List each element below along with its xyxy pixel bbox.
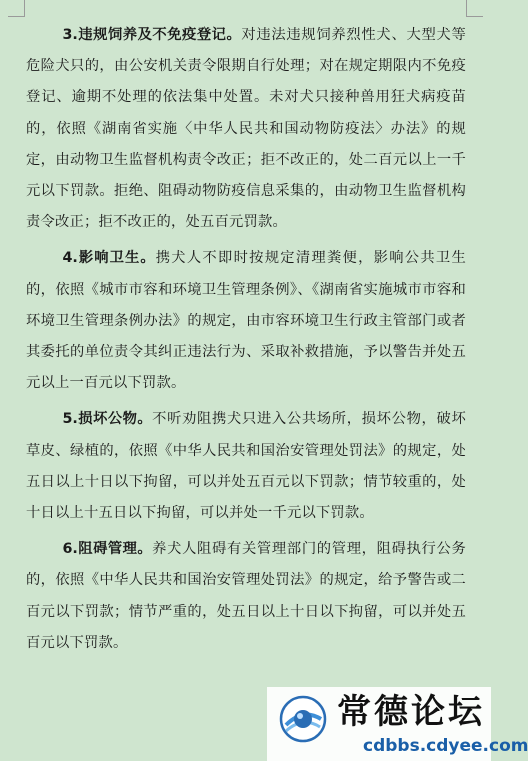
- watermark-url: cdbbs.cdyee.com: [363, 736, 528, 756]
- paragraph-obstruction: [26, 534, 466, 659]
- paragraph-heading: 4.影响卫生。: [62, 250, 156, 267]
- watermark-title: 常德论坛: [337, 692, 485, 732]
- forum-watermark: [267, 687, 528, 761]
- paragraph-text: 对违法违规饲养烈性犬、大型犬等危险犬只的，由公安机关责令限期自行处理；对在规定期限内不免疫登记、逾期不处理的依法集中处置。未对犬只接种兽用狂犬病疫苗的，依照《湖南省实施〈中华人民共和国动物防疫法〉办法》的规定，由动物卫生监督机构责令改正；拒不改正的，处二百元以上一千元以下罚款。拒绝、阻碍动物防疫信息采集的，由动物卫生监督机构责令改正；拒不改正的，处五百元罚款。: [26, 27, 466, 231]
- page-corner-mark-top-left: [24, 0, 25, 16]
- paragraph-property-damage: [26, 404, 466, 529]
- page-corner-mark-top-right: [466, 0, 467, 16]
- paragraph-text: 不听劝阻携犬只进入公共场所，损坏公物，破坏草皮、绿植的，依照《中华人民共和国治安管理处罚法》的规定，处五日以上十日以下拘留，可以并处五百元以下罚款；情节较重的，处十日以上十五日以下拘留，可以并处一千元以下罚款。: [26, 411, 466, 522]
- paragraph-text: 携犬人不即时按规定清理粪便，影响公共卫生的，依照《城市市容和环境卫生管理条例》、《湖南省实施城市市容和环境卫生管理条例办法》的规定，由市容环境卫生行政主管部门或者其委托的单位责令其纠正违法行为、采取补救措施，予以警告并处五元以上一百元以下罚款。: [26, 250, 466, 392]
- paragraph-heading: 3.违规饲养及不免疫登记。: [62, 27, 242, 43]
- document-body: [26, 20, 466, 664]
- forum-logo-icon: [273, 692, 333, 744]
- paragraph-text: 养犬人阻碍有关管理部门的管理，阻碍执行公务的，依照《中华人民共和国治安管理处罚法》的规定，给予警告或二百元以下罚款；情节严重的，处五日以上十日以下拘留，可以并处五百元以下罚款。: [26, 541, 466, 651]
- paragraph-illegal-keeping: [26, 20, 466, 238]
- page-corner-mark-top-right: [466, 16, 483, 17]
- paragraph-heading: 6.阻碍管理。: [62, 541, 153, 558]
- paragraph-heading: 5.损坏公物。: [62, 411, 153, 428]
- paragraph-hygiene: [26, 243, 466, 399]
- page-corner-mark-top-left: [8, 16, 25, 17]
